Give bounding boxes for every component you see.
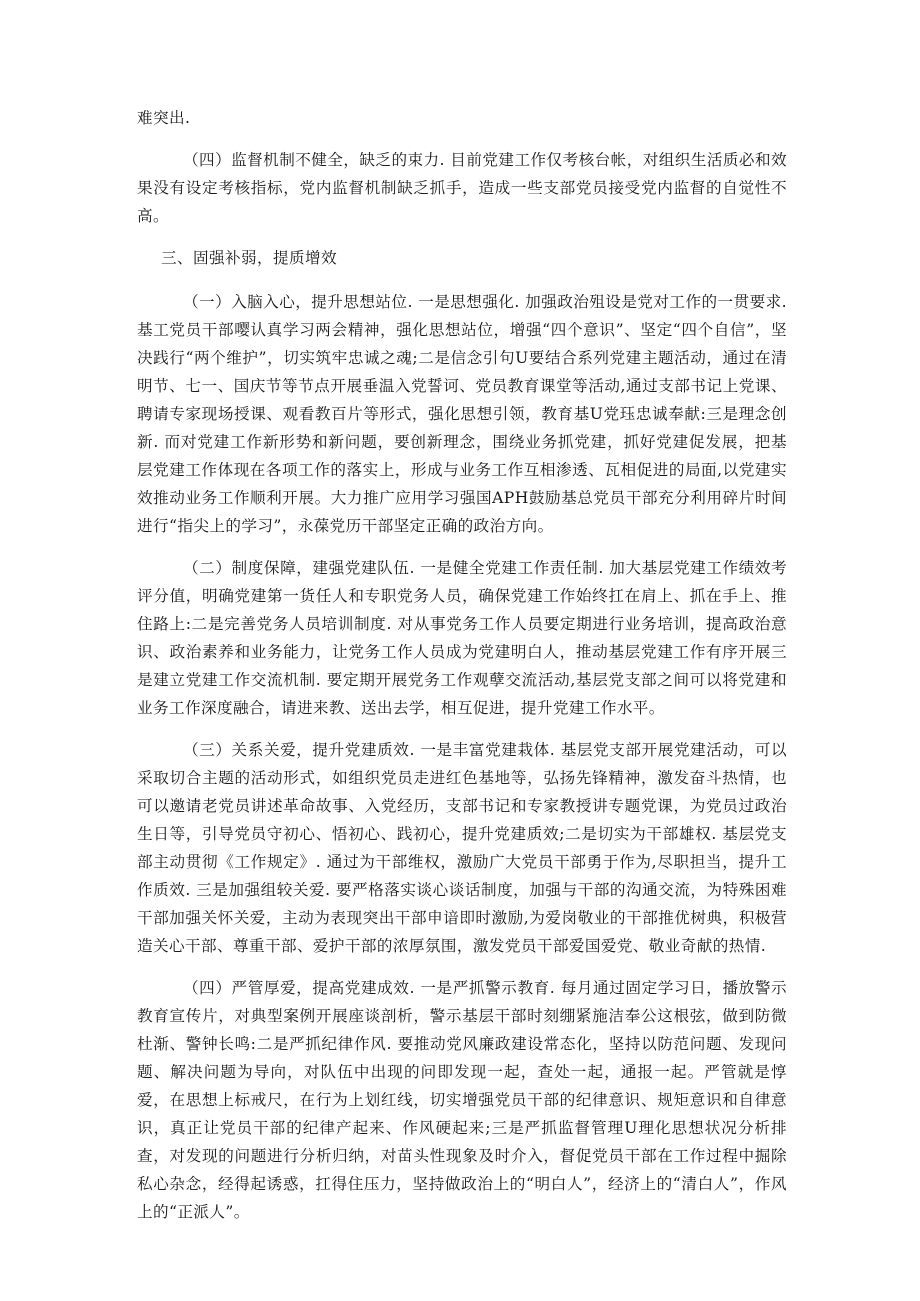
paragraph-discipline: （四）严管厚爱，提高党建成效. 一是严抓警示教育. 每月通过固定学习日，播放警示教育宣传片，对典型案例开展座谈剖析，警示基层干部时刻绷紧施洁奉公这根弦，做到防微杜渐、警钟长鸣:二是严抓纪律作风. 要推动党风廉政建设常态化，坚持以防范问题、发现问题、解决问题为导向，对队伍中出现的问即发现一起，查处一起，通报一起。严管就是惇爱，在思想上标戒尺，在行为上划红线，切实增强党员干部的纪律意识、规矩意识和自律意识，真正让党员干部的纪律产起来、作风硬起来;三是严抓监督管理U理化思想状况分析排查，对发现的问题进行分析归纳，对苗头性现象及时介入，督促党员干部在工作过程中掘除私心杂念，经得起诱惑，扛得住压力，坚持做政治上的“明白人”，经济上的“清白人”，作风上的“正派人”。 [137,979,787,1221]
document-page [137,104,787,1240]
paragraph-system: （二）制度保障，建强党建队伍. 一是健全党建工作责任制. 加大基层党建工作绩效考评分值，明确党建第一货任人和专职党务人员，确保党建工作始终扛在肩上、抓在手上、推住路上:二是完善党务人员培训制度. 对从事党务工作人员要定期进行业务培训，提高政治意识、政治素养和业务能力，让党务工作人员成为党建明白人，推动基层党建工作有序开展三是建立党建工作交流机制. 要定期开展党务工作观孽交流活动,基层党支部之间可以将党建和业务工作深度融合，请进来教、送出去学，相互促进，提升党建工作水平。 [137,559,787,717]
paragraph-ideology: （一）入脑入心，提升思想站位. 一是思想强化. 加强政治殂设是党对工作的一贯要求. 基工党员干部嘤认真学习两会精神，强化思想站位，增强“四个意识”、坚定“四个自信”，坚决践行“两个维护”，切实筑牢忠诚之魂;二是信念引句U要结合系列党建主题活动，通过在清明节、七一、国庆节等节点开展垂温入党誓诃、党员教育课堂等活动,通过支部书记上党课、聘请专家现场授课、观看教百片等形式，强化思想引领，教育基U党珏忠诚奉献:三是理念创新. 而对党建工作新形势和新问题，要创新理念，围绕业务抓党建，抓好党建促发展，把基层党建工作体现在各项工作的落实上，形成与业务工作互相渗透、瓦相促进的局面,以党建实效推动业务工作顺利开展。大力推广应用学习强国APH鼓励基总党员干部充分利用碎片时间进行“指尖上的学习”，永葆党历干部坚定正确的政治方向。 [137,293,787,535]
paragraph-care: （三）关系关爱，提升党建质效. 一是丰富党建栽体. 基层党支部开展党建活动，可以采取切合主题的活动形式，如组织党员走进红色基地等，弘扬先锋精神，激发奋斗热情，也可以邀请老党员讲述革命故事、入党经历，支部书记和专家教授讲专题党课，为党员过政治生日等，引导党员守初心、悟初心、践初心，提升党建质效;二是切实为干部雄权. 基层党支部主动贯彻《工作规定》. 通过为干部维权，激励广大党员干部勇于作为,尽职担当，提升工作质效. 三是加强组较关爱. 要严格落实谈心谈话制度，加强与干部的沟通交流，为特殊困难干部加强关怀关爱，主动为表现突出干部申谙即时激励,为爱岗敬业的干部推优树典，积极营造关心干部、尊重干部、爱护干部的浓厚氛围，激发党员干部爱国爱党、敬业奇献的热情. [137,741,787,955]
continuation-text: 难突出. [137,109,191,127]
paragraph-supervision: （四）监督机制不健全，缺乏的束力. 目前党建工作仅考核台帐，对组织生活质必和效果没有设定考核指标，党内监督机制缺乏抓手，造成一些支部党员接受党内监督的自觉性不高。 [137,151,787,225]
section-heading: 三、固强补弱，提质增效 [161,249,337,267]
